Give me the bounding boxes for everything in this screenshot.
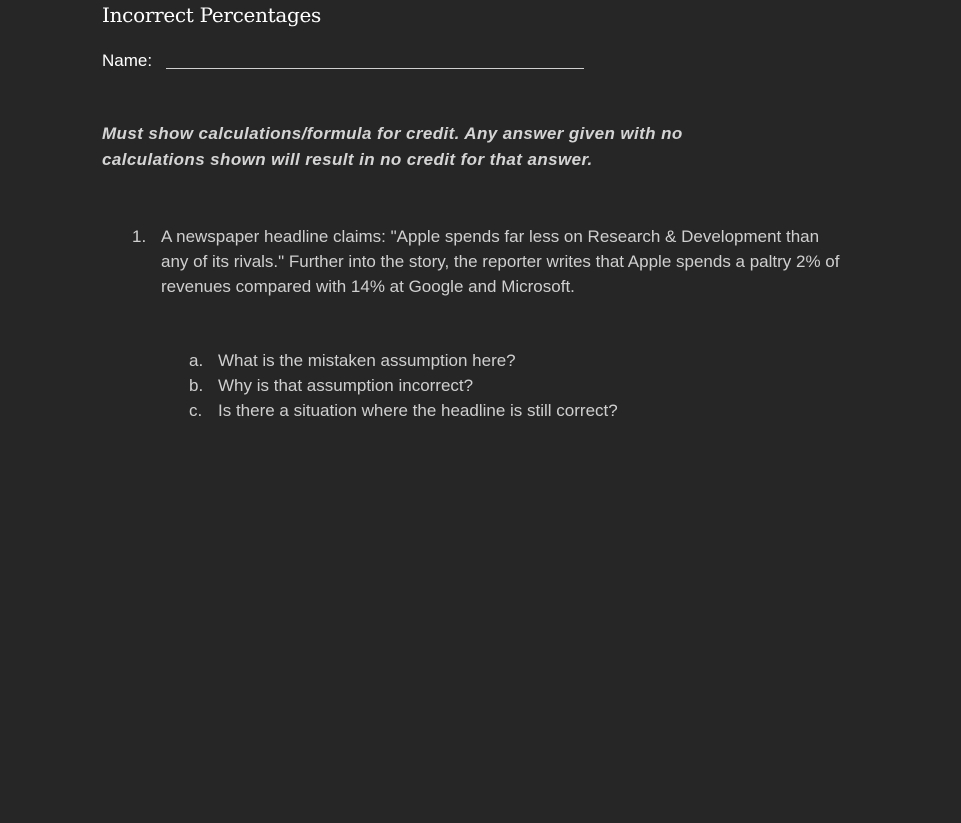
name-field-row xyxy=(102,51,592,73)
subquestion-text: Why is that assumption incorrect? xyxy=(218,376,474,395)
subquestion-marker: a. xyxy=(189,351,204,370)
subquestion-c xyxy=(189,398,749,423)
subquestion-a xyxy=(189,348,749,373)
subquestion-b xyxy=(189,373,749,398)
question-number: 1. xyxy=(132,227,147,246)
name-label: Name: xyxy=(102,51,153,70)
subquestion-list xyxy=(189,348,749,423)
name-blank-line xyxy=(166,68,584,69)
subquestion-text: What is the mistaken assumption here? xyxy=(218,351,516,370)
document-title: Incorrect Percentages xyxy=(102,3,322,27)
question-text: A newspaper headline claims: "Apple spends far less on Research & Development than any of its rivals." Further into the story, the reporter writes that Apple spends a paltry 2% of revenues compared with 14% at Google and Microsoft. xyxy=(161,227,840,296)
subquestion-marker: c. xyxy=(189,401,203,420)
instructions-text: Must show calculations/formula for credit. Any answer given with no calculations shown will result in no credit for that answer. xyxy=(102,124,683,169)
subquestion-text: Is there a situation where the headline is still correct? xyxy=(218,401,618,420)
subquestion-marker: b. xyxy=(189,376,204,395)
